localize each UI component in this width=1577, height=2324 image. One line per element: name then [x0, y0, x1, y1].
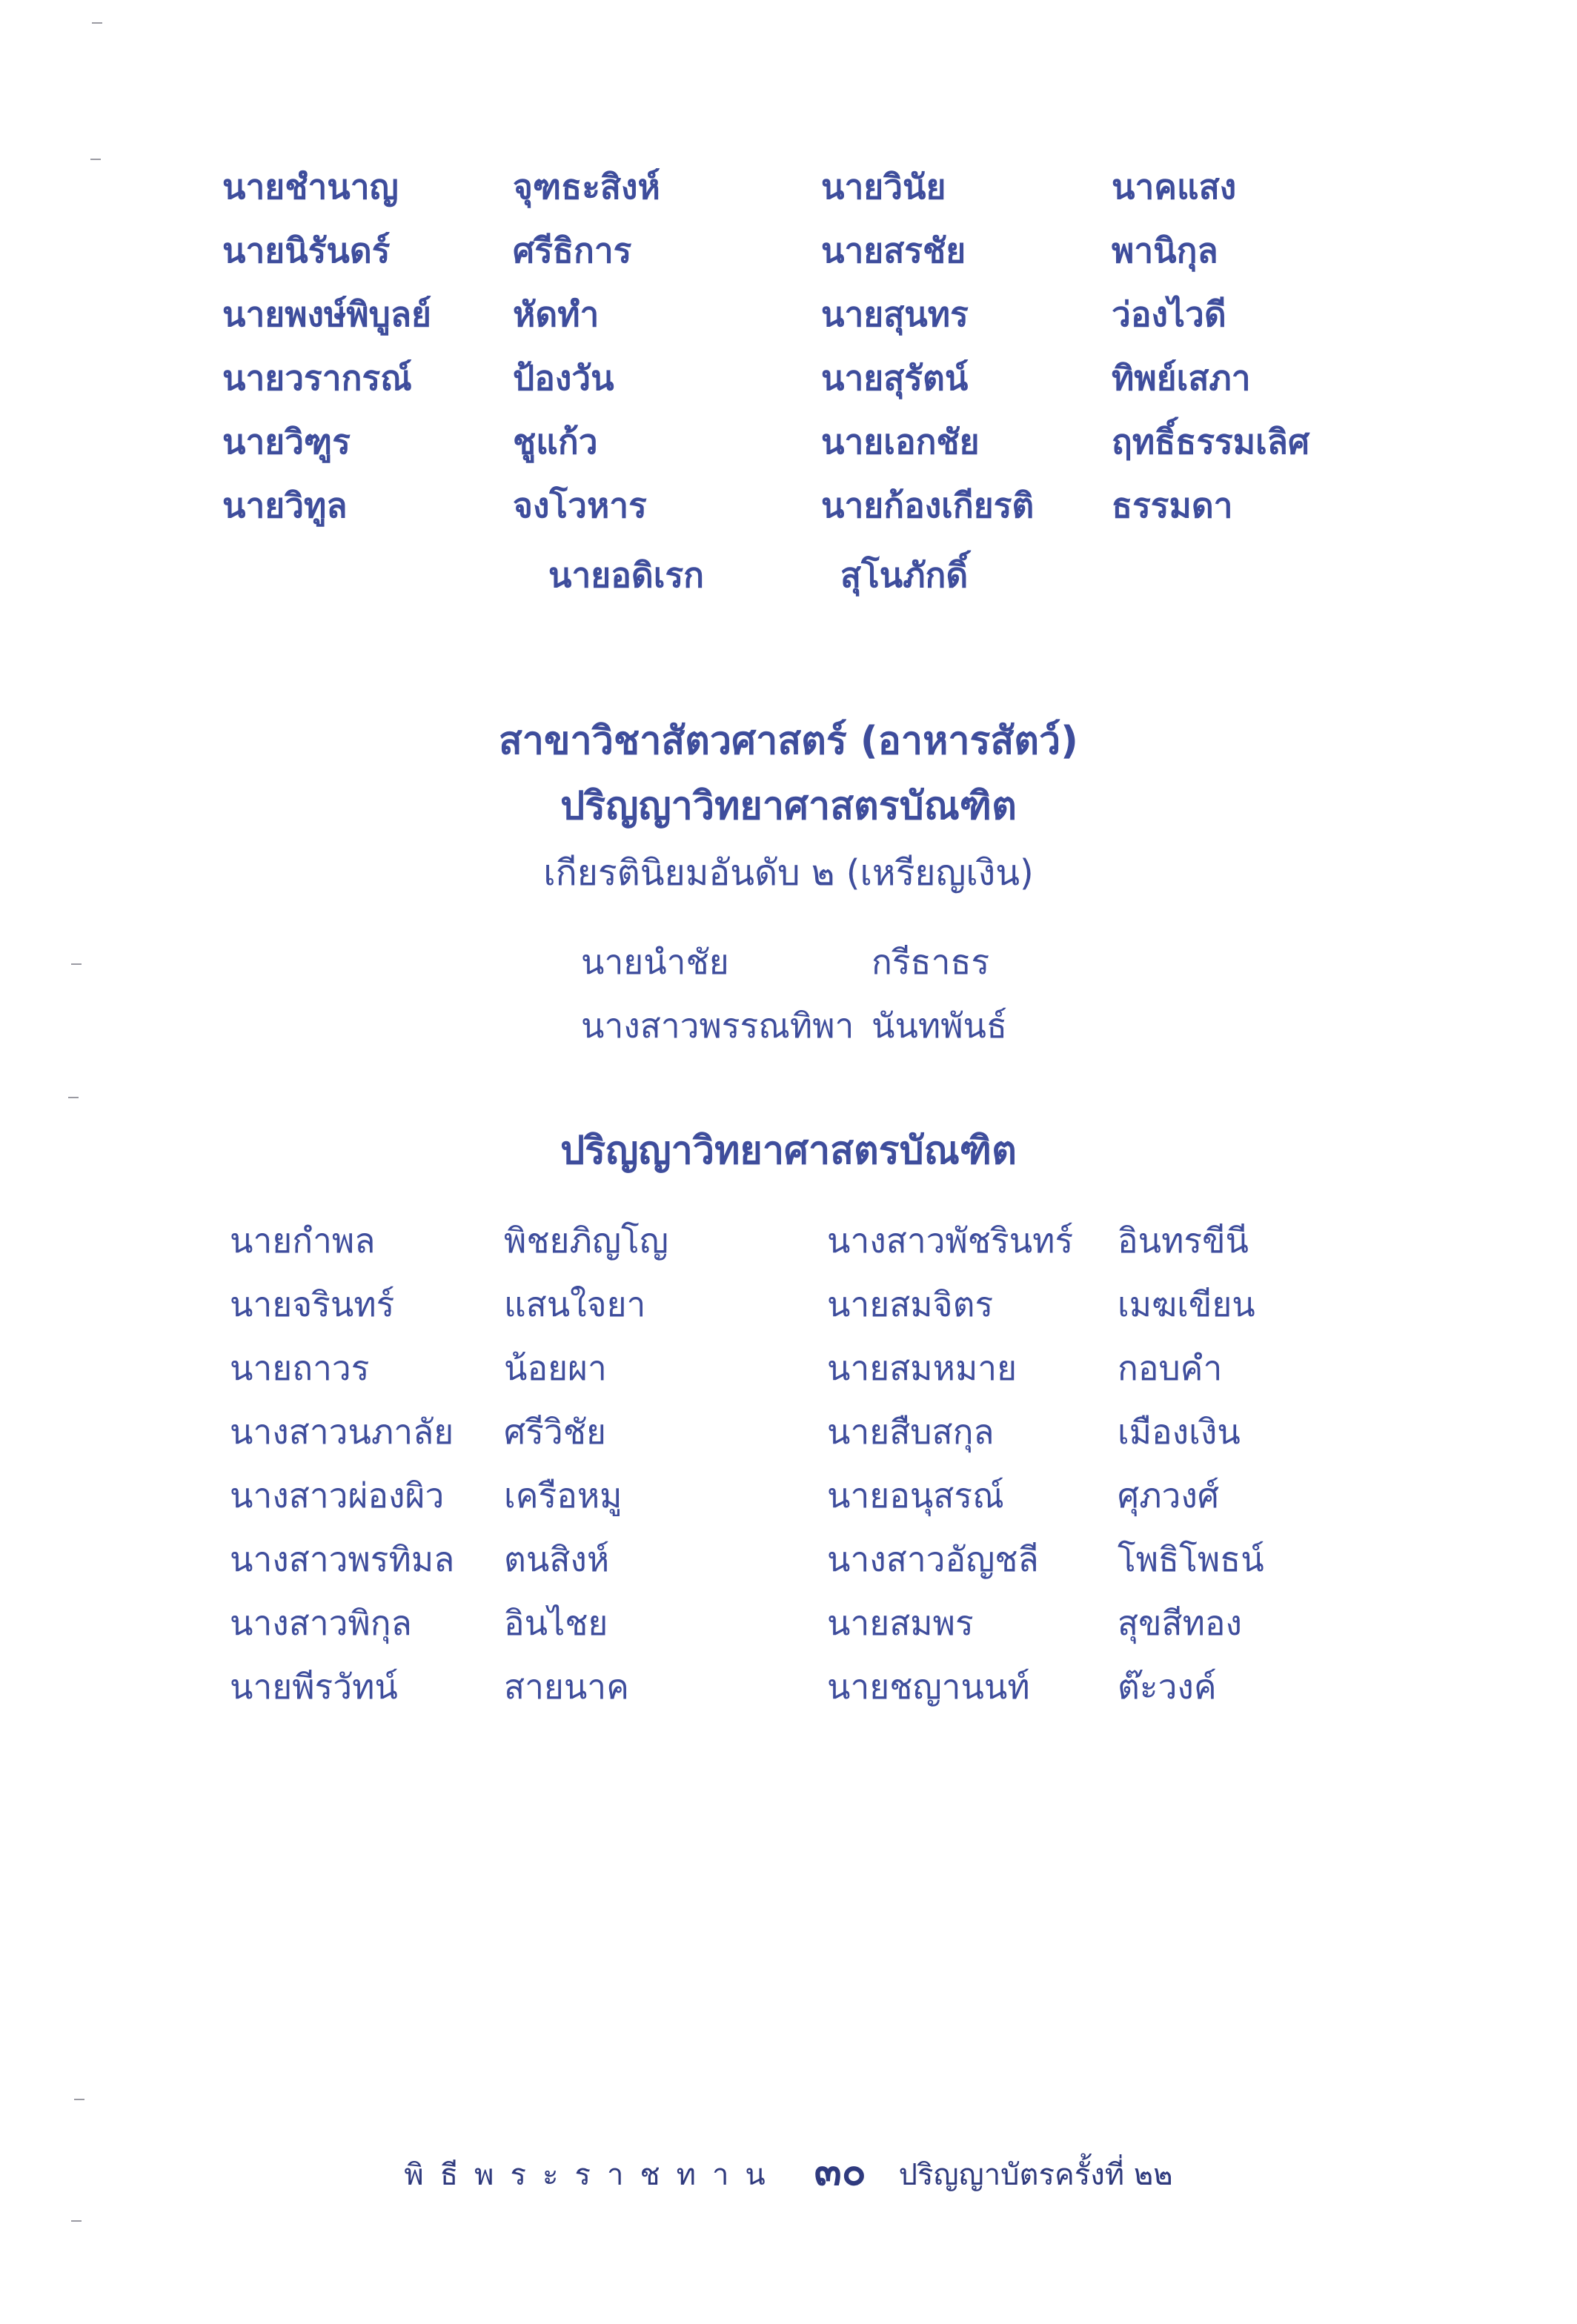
first-name: นายพีรวัทน์: [230, 1667, 398, 1707]
first-name: นางสาวอัญชลี: [827, 1539, 1039, 1579]
last-name: พิชยภิญโญ: [504, 1221, 668, 1261]
first-name: นายสรชัย: [821, 230, 966, 270]
last-name: นาคแสง: [1112, 167, 1237, 207]
name-row: [0, 1211, 1577, 1270]
first-name: นายสมจิตร: [827, 1284, 994, 1324]
first-name: นางสาวพิกุล: [230, 1603, 412, 1643]
last-name: กอบคำ: [1118, 1348, 1223, 1388]
last-name: สุโนภักดิ์: [840, 555, 969, 595]
last-name: สายนาค: [504, 1667, 629, 1707]
last-name: เครือหมู: [504, 1475, 622, 1515]
first-name: นายนิรันดร์: [222, 230, 391, 270]
scan-mark: [68, 1097, 79, 1098]
honor-title: เกียรตินิยมอันดับ ๒ (เหรียญเงิน): [543, 852, 1034, 894]
last-name: กรีธาธร: [872, 942, 990, 982]
scan-mark: [74, 2099, 84, 2100]
first-name: นายวินัย: [821, 167, 946, 207]
footer-ceremony-label: พิธีพระราชทาน: [404, 2158, 782, 2192]
first-name: นายสุนทร: [821, 294, 969, 334]
name-row: [0, 348, 1577, 408]
first-name: นายพงษ์พิบูลย์: [222, 294, 431, 334]
first-name: นายชำนาญ: [222, 167, 399, 207]
last-name: ตนสิงห์: [504, 1539, 610, 1579]
first-name: นายอดิเรก: [548, 555, 705, 595]
first-name: นายถาวร: [230, 1348, 370, 1388]
last-name: ธรรมดา: [1112, 485, 1233, 525]
last-name: ป้องวัน: [513, 358, 614, 398]
first-name: นายวิฑูร: [222, 422, 351, 462]
first-name: นายสืบสกุล: [827, 1412, 995, 1452]
last-name: ศุภวงศ์: [1118, 1475, 1220, 1515]
last-name: เมืองเงิน: [1118, 1412, 1241, 1452]
last-name: หัดทำ: [513, 294, 600, 334]
name-row: [0, 932, 1577, 992]
scan-mark: [92, 22, 102, 24]
first-name: นายอนุสรณ์: [827, 1475, 1004, 1515]
name-row: [0, 1275, 1577, 1334]
last-name: อินไชย: [504, 1603, 608, 1643]
name-row: [0, 412, 1577, 471]
last-name: ว่องไวดี: [1112, 294, 1226, 334]
last-name: สุขสีทอง: [1118, 1603, 1243, 1643]
name-row: [0, 157, 1577, 216]
degree-title: ปริญญาวิทยาศาสตรบัณฑิต: [560, 1129, 1017, 1173]
name-row-last: [0, 545, 1577, 605]
name-row: [0, 1338, 1577, 1398]
name-row: [0, 476, 1577, 535]
name-row: [0, 1466, 1577, 1525]
last-name: น้อยผา: [504, 1348, 607, 1388]
last-name: อินทรขีนี: [1118, 1221, 1249, 1261]
last-name: จงโวหาร: [513, 485, 647, 525]
first-name: นางสาวพัชรินทร์: [827, 1221, 1074, 1261]
last-name: แสนใจยา: [504, 1284, 646, 1324]
scan-mark: [90, 159, 101, 160]
last-name: จุฑธะสิงห์: [513, 167, 660, 207]
name-row: [0, 1593, 1577, 1653]
first-name: นางสาวพรรณทิพา: [581, 1006, 854, 1046]
last-name: พานิกุล: [1112, 230, 1218, 270]
first-name: นายจรินทร์: [230, 1284, 395, 1324]
first-name: นายสุรัตน์: [821, 358, 969, 398]
first-name: นายเอกชัย: [821, 422, 980, 462]
name-row: [0, 1402, 1577, 1461]
first-name: นายก้องเกียรติ: [821, 485, 1035, 525]
last-name: ศรีวิชัย: [504, 1412, 606, 1452]
first-name: นายสมหมาย: [827, 1348, 1017, 1388]
first-name: นางสาวพรทิมล: [230, 1539, 455, 1579]
page-footer: [0, 2142, 1577, 2201]
first-name: นายวรากรณ์: [222, 358, 412, 398]
first-name: นางสาวนภาลัย: [230, 1412, 454, 1452]
last-name: นันทพันธ์: [872, 1006, 1008, 1046]
major-title: สาขาวิชาสัตวศาสตร์ (อาหารสัตว์): [499, 719, 1078, 763]
name-row: [0, 996, 1577, 1055]
name-row: [0, 1657, 1577, 1716]
last-name: ชูแก้ว: [513, 422, 598, 462]
first-name: นายกำพล: [230, 1221, 376, 1261]
scan-mark: [71, 2220, 82, 2222]
first-name: นายนำชัย: [581, 942, 729, 982]
scan-mark: [71, 963, 82, 965]
name-row: [0, 221, 1577, 280]
footer-edition-label: ปริญญาบัตรครั้งที่ ๒๒: [898, 2158, 1173, 2192]
last-name: ทิพย์เสภา: [1112, 358, 1251, 398]
first-name: นายชญานนท์: [827, 1667, 1030, 1707]
last-name: ฤทธิ์ธรรมเลิศ: [1112, 422, 1310, 462]
name-row: [0, 285, 1577, 344]
last-name: เมฆเขียน: [1118, 1284, 1255, 1324]
first-name: นางสาวผ่องผิว: [230, 1475, 445, 1515]
first-name: นายวิทูล: [222, 485, 348, 525]
last-name: ต๊ะวงค์: [1118, 1667, 1217, 1707]
degree-title: ปริญญาวิทยาศาสตรบัณฑิต: [560, 784, 1017, 829]
first-name: นายสมพร: [827, 1603, 974, 1643]
last-name: ศรีธิการ: [513, 230, 632, 270]
page-number: ๓๐: [814, 2148, 866, 2194]
name-row: [0, 1530, 1577, 1589]
last-name: โพธิโพธน์: [1118, 1539, 1264, 1579]
